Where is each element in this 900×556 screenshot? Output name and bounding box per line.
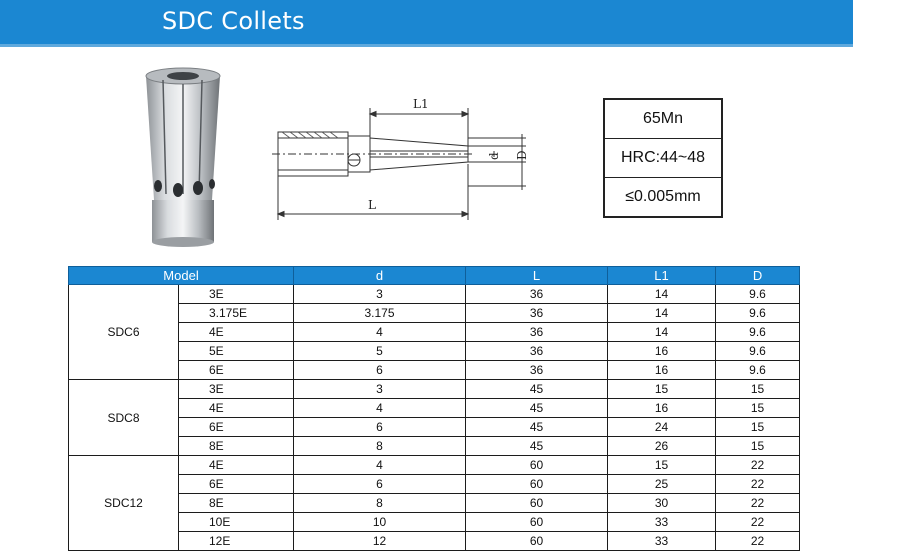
table-row	[69, 285, 800, 304]
submodel-cell: 8E	[179, 437, 294, 456]
l-cell: 36	[466, 323, 608, 342]
d-cell: 4	[294, 323, 466, 342]
l-cell: 36	[466, 342, 608, 361]
table-row	[69, 342, 800, 361]
submodel-cell: 3E	[179, 285, 294, 304]
table-header-row	[69, 267, 800, 285]
D-cell: 15	[716, 418, 800, 437]
d-cell: 6	[294, 418, 466, 437]
D-cell: 22	[716, 494, 800, 513]
l1-cell: 14	[608, 323, 716, 342]
submodel-cell: 6E	[179, 361, 294, 380]
l1-cell: 14	[608, 285, 716, 304]
l1-cell: 16	[608, 361, 716, 380]
D-cell: 22	[716, 513, 800, 532]
d-cell: 3	[294, 380, 466, 399]
D-cell: 22	[716, 475, 800, 494]
page-title: SDC Collets	[162, 7, 305, 35]
D-cell: 15	[716, 380, 800, 399]
D-cell: 9.6	[716, 342, 800, 361]
D-cell: 9.6	[716, 285, 800, 304]
dim-label-l1: L1	[413, 97, 429, 111]
table-row	[69, 456, 800, 475]
l1-cell: 16	[608, 399, 716, 418]
table-body	[69, 285, 800, 551]
submodel-cell: 10E	[179, 513, 294, 532]
dim-label-l: L	[368, 198, 376, 212]
submodel-cell: 6E	[179, 475, 294, 494]
model-cell: SDC8	[69, 380, 179, 456]
D-cell: 9.6	[716, 304, 800, 323]
model-cell: SDC6	[69, 285, 179, 380]
l-cell: 36	[466, 361, 608, 380]
submodel-cell: 4E	[179, 399, 294, 418]
submodel-cell: 5E	[179, 342, 294, 361]
l-cell: 60	[466, 513, 608, 532]
spec-material: 65Mn	[642, 110, 684, 127]
D-cell: 15	[716, 437, 800, 456]
l-cell: 45	[466, 399, 608, 418]
banner-underline	[0, 44, 853, 47]
d-cell: 8	[294, 437, 466, 456]
title-banner	[0, 0, 853, 44]
d-cell: 3	[294, 285, 466, 304]
d-cell: 6	[294, 361, 466, 380]
table-row	[69, 513, 800, 532]
l-cell: 45	[466, 437, 608, 456]
submodel-cell: 4E	[179, 456, 294, 475]
dim-label-d-large: D	[515, 150, 529, 160]
table-row	[69, 418, 800, 437]
d-cell: 4	[294, 456, 466, 475]
l1-cell: 26	[608, 437, 716, 456]
table-row	[69, 323, 800, 342]
l1-cell: 16	[608, 342, 716, 361]
l1-cell: 33	[608, 532, 716, 551]
D-cell: 9.6	[716, 361, 800, 380]
column-header-d: d	[294, 267, 466, 285]
l1-cell: 14	[608, 304, 716, 323]
table-row	[69, 494, 800, 513]
D-cell: 22	[716, 456, 800, 475]
d-cell: 8	[294, 494, 466, 513]
d-cell: 10	[294, 513, 466, 532]
l1-cell: 25	[608, 475, 716, 494]
submodel-cell: 3.175E	[179, 304, 294, 323]
l-cell: 36	[466, 285, 608, 304]
table-row	[69, 437, 800, 456]
column-header-D: D	[716, 267, 800, 285]
d-cell: 3.175	[294, 304, 466, 323]
d-cell: 5	[294, 342, 466, 361]
spec-hardness: HRC:44~48	[605, 138, 721, 177]
l1-cell: 33	[608, 513, 716, 532]
model-cell: SDC12	[69, 456, 179, 551]
submodel-cell: 12E	[179, 532, 294, 551]
column-header-l: L	[466, 267, 608, 285]
l1-cell: 30	[608, 494, 716, 513]
table-row	[69, 380, 800, 399]
column-header-l1: L1	[608, 267, 716, 285]
collet-dimension-drawing	[268, 94, 538, 224]
table-row	[69, 475, 800, 494]
D-cell: 9.6	[716, 323, 800, 342]
table-row	[69, 532, 800, 551]
submodel-cell: 6E	[179, 418, 294, 437]
collet-spec-table	[68, 266, 800, 551]
l-cell: 60	[466, 532, 608, 551]
l-cell: 60	[466, 456, 608, 475]
material-spec-box	[603, 98, 723, 218]
d-cell: 12	[294, 532, 466, 551]
dim-label-d-small: d	[487, 152, 501, 160]
D-cell: 22	[716, 532, 800, 551]
spec-tolerance: ≤0.005mm	[605, 177, 721, 216]
submodel-cell: 4E	[179, 323, 294, 342]
collet-photo	[128, 62, 238, 250]
l1-cell: 15	[608, 380, 716, 399]
d-cell: 6	[294, 475, 466, 494]
l-cell: 45	[466, 380, 608, 399]
table-row	[69, 399, 800, 418]
table-row	[69, 361, 800, 380]
l-cell: 36	[466, 304, 608, 323]
submodel-cell: 8E	[179, 494, 294, 513]
l1-cell: 15	[608, 456, 716, 475]
d-cell: 4	[294, 399, 466, 418]
submodel-cell: 3E	[179, 380, 294, 399]
table-row	[69, 304, 800, 323]
D-cell: 15	[716, 399, 800, 418]
l-cell: 45	[466, 418, 608, 437]
l-cell: 60	[466, 494, 608, 513]
l1-cell: 24	[608, 418, 716, 437]
l-cell: 60	[466, 475, 608, 494]
column-header-model: Model	[69, 267, 294, 285]
